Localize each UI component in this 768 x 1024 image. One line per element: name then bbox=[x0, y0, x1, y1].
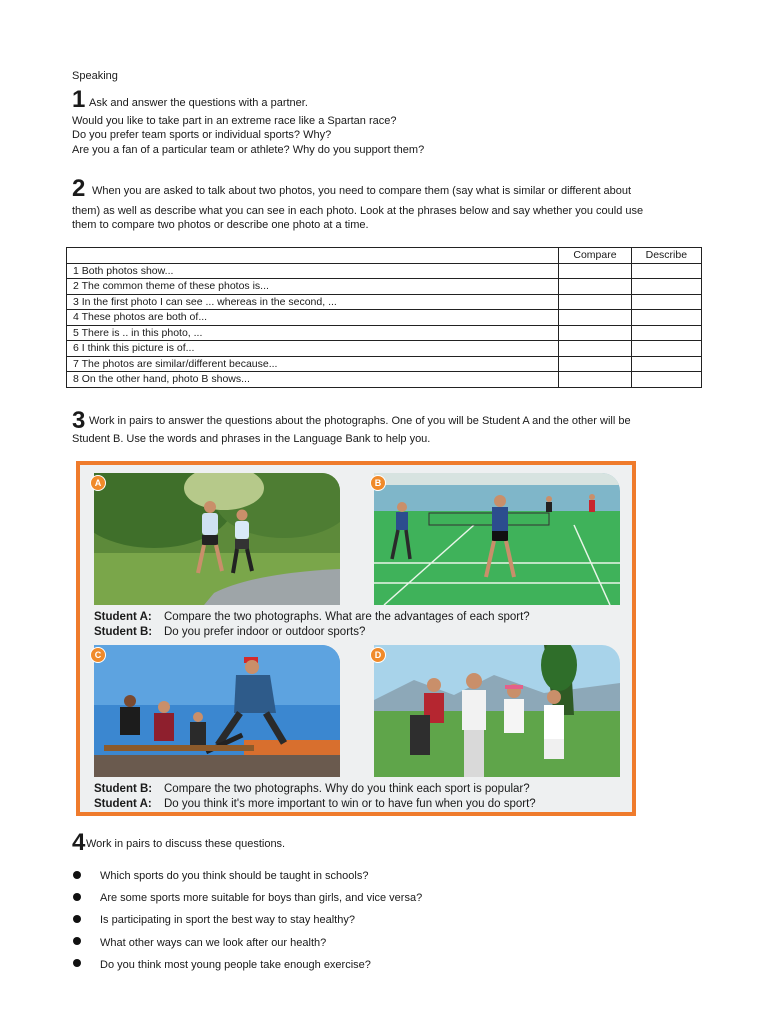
table-header-row bbox=[67, 248, 702, 264]
bullet-icon bbox=[73, 915, 81, 923]
student-a-question-top bbox=[94, 610, 530, 624]
question-text: Do you prefer indoor or outdoor sports? bbox=[164, 626, 366, 638]
describe-cell[interactable] bbox=[631, 325, 701, 341]
compare-cell[interactable] bbox=[559, 356, 631, 372]
describe-cell[interactable] bbox=[631, 279, 701, 295]
compare-cell[interactable] bbox=[559, 294, 631, 310]
task2-instruction: them to compare two photos or describe one photo at a time. bbox=[72, 219, 369, 231]
phrase-cell: 8 On the other hand, photo B shows... bbox=[67, 372, 559, 388]
task1-instruction: Ask and answer the questions with a partner. bbox=[89, 97, 308, 109]
table-header-describe: Describe bbox=[631, 248, 701, 264]
page-heading: Speaking bbox=[72, 70, 118, 82]
student-b-label: Student B: bbox=[94, 626, 153, 638]
bullet-icon bbox=[73, 893, 81, 901]
question-text: Do you think it's more important to win or to have fun when you do sport? bbox=[164, 798, 536, 810]
task1-question: Do you prefer team sports or individual sports? Why? bbox=[72, 129, 332, 141]
photo-panel bbox=[76, 461, 636, 816]
table-row bbox=[67, 356, 702, 372]
phrase-cell: 7 The photos are similar/different because... bbox=[67, 356, 559, 372]
compare-cell[interactable] bbox=[559, 341, 631, 357]
task4-number: 4 bbox=[72, 829, 86, 856]
table-row bbox=[67, 341, 702, 357]
student-a-label: Student A: bbox=[94, 798, 152, 810]
student-b-question-bottom bbox=[94, 782, 530, 796]
describe-cell[interactable] bbox=[631, 356, 701, 372]
compare-cell[interactable] bbox=[559, 325, 631, 341]
phrase-cell: 6 I think this picture is of... bbox=[67, 341, 559, 357]
task3-instruction: Work in pairs to answer the questions about the photographs. One of you will be Student A and the other will be bbox=[89, 415, 631, 427]
phrase-cell: 1 Both photos show... bbox=[67, 263, 559, 279]
task2-instruction: When you are asked to talk about two photos, you need to compare them (say what is similar or different about bbox=[92, 185, 632, 197]
photo-label-b: B bbox=[370, 475, 386, 491]
task2-instruction: them) as well as describe what you can see in each photo. Look at the phrases below and say whether you could use bbox=[72, 205, 644, 217]
bullet-icon bbox=[73, 871, 81, 879]
photo-a-running bbox=[94, 473, 340, 605]
bullet-icon bbox=[73, 959, 81, 967]
discussion-question: Do you think most young people take enough exercise? bbox=[100, 959, 371, 971]
table-row bbox=[67, 310, 702, 326]
discussion-question: Which sports do you think should be taught in schools? bbox=[100, 870, 369, 882]
photo-label-d: D bbox=[370, 647, 386, 663]
compare-cell[interactable] bbox=[559, 263, 631, 279]
compare-cell[interactable] bbox=[559, 310, 631, 326]
describe-cell[interactable] bbox=[631, 372, 701, 388]
phrases-table bbox=[66, 247, 702, 388]
describe-cell[interactable] bbox=[631, 294, 701, 310]
student-b-label: Student B: bbox=[94, 783, 153, 795]
compare-cell[interactable] bbox=[559, 279, 631, 295]
task3-instruction: Student B. Use the words and phrases in the Language Bank to help you. bbox=[72, 433, 431, 445]
task4-instruction: Work in pairs to discuss these questions. bbox=[86, 838, 286, 850]
describe-cell[interactable] bbox=[631, 341, 701, 357]
discussion-question: Are some sports more suitable for boys than girls, and vice versa? bbox=[100, 892, 423, 904]
task1-question: Are you a fan of a particular team or athlete? Why do you support them? bbox=[72, 144, 425, 156]
table-header-compare: Compare bbox=[559, 248, 631, 264]
student-b-question-top bbox=[94, 625, 365, 639]
photo-d-golf bbox=[374, 645, 620, 777]
photo-b-badminton bbox=[374, 473, 620, 605]
question-text: Compare the two photographs. Why do you think each sport is popular? bbox=[164, 783, 530, 795]
table-row bbox=[67, 325, 702, 341]
phrase-cell: 2 The common theme of these photos is... bbox=[67, 279, 559, 295]
question-text: Compare the two photographs. What are the advantages of each sport? bbox=[164, 611, 530, 623]
table-row bbox=[67, 372, 702, 388]
compare-cell[interactable] bbox=[559, 372, 631, 388]
discussion-question: Is participating in sport the best way to stay healthy? bbox=[100, 914, 355, 926]
table-row bbox=[67, 279, 702, 295]
task1-number: 1 bbox=[72, 86, 86, 113]
task3-number: 3 bbox=[72, 407, 86, 434]
bullet-icon bbox=[73, 937, 81, 945]
student-a-label: Student A: bbox=[94, 611, 152, 623]
phrase-cell: 3 In the first photo I can see ... whereas in the second, ... bbox=[67, 294, 559, 310]
table-row bbox=[67, 294, 702, 310]
describe-cell[interactable] bbox=[631, 263, 701, 279]
phrase-cell: 4 These photos are both of... bbox=[67, 310, 559, 326]
task1-question: Would you like to take part in an extreme race like a Spartan race? bbox=[72, 115, 397, 127]
describe-cell[interactable] bbox=[631, 310, 701, 326]
student-a-question-bottom bbox=[94, 797, 536, 811]
discussion-question: What other ways can we look after our health? bbox=[100, 937, 327, 949]
table-row bbox=[67, 263, 702, 279]
photo-label-a: A bbox=[90, 475, 106, 491]
table-header-cell bbox=[67, 248, 559, 264]
task2-number: 2 bbox=[72, 175, 86, 202]
photo-c-skateboarding bbox=[94, 645, 340, 777]
phrase-cell: 5 There is .. in this photo, ... bbox=[67, 325, 559, 341]
photo-label-c: C bbox=[90, 647, 106, 663]
